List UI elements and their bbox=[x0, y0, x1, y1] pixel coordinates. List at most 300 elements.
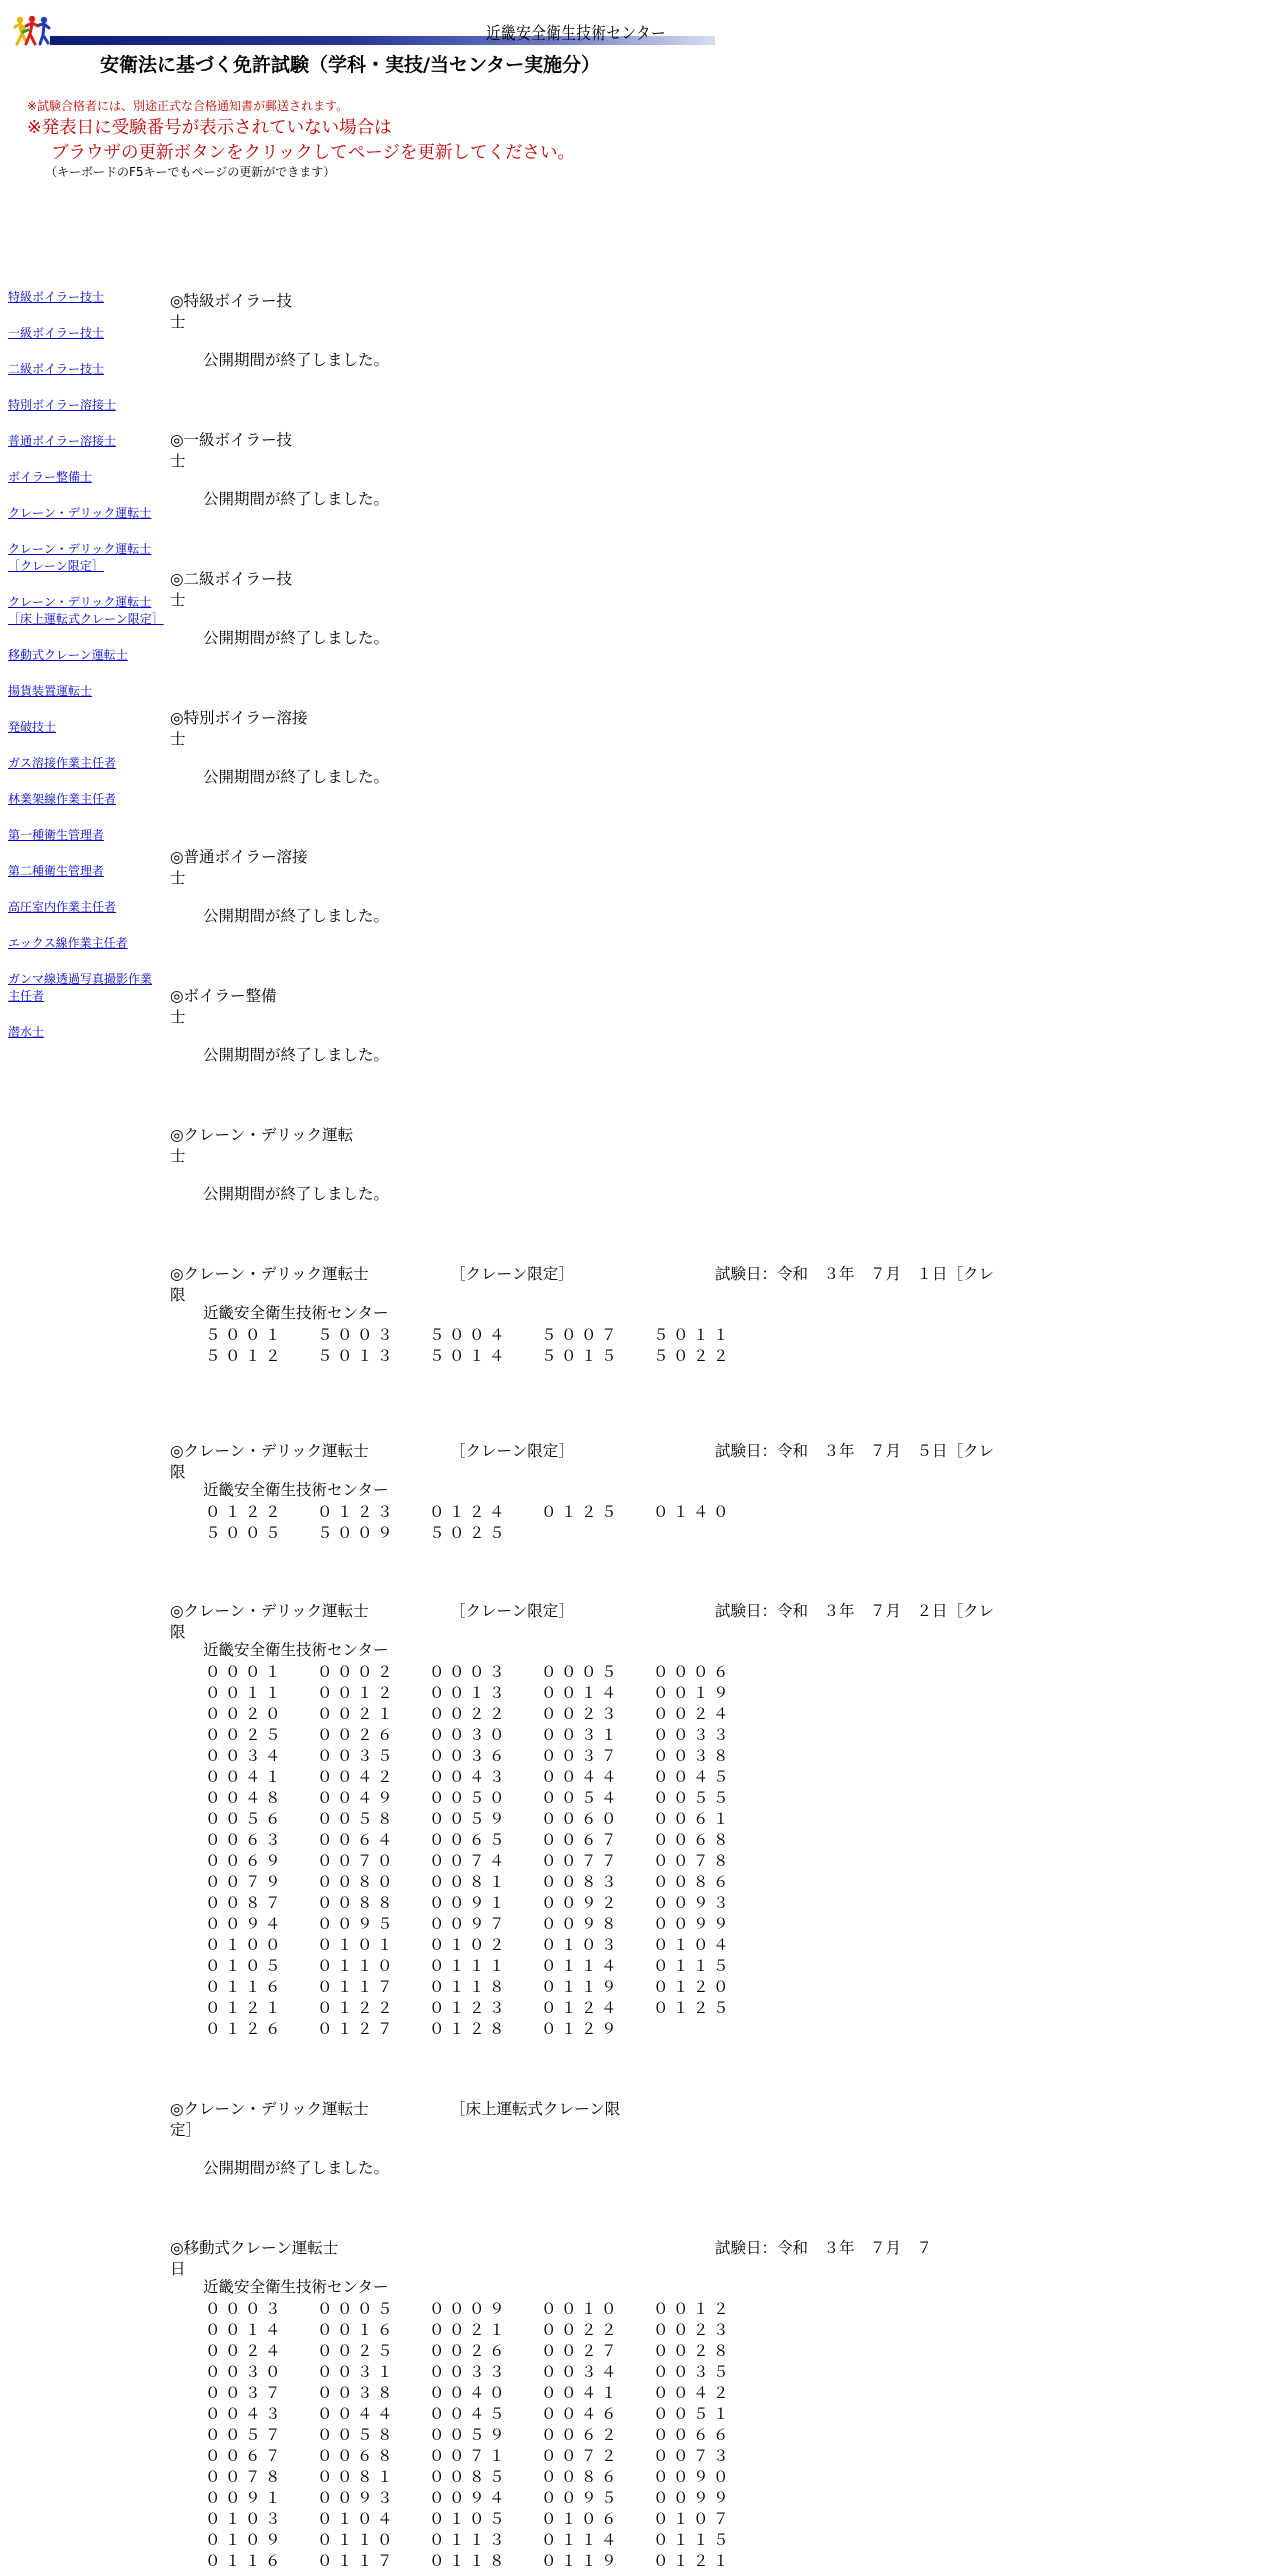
exam-number: ００２５ bbox=[317, 2342, 398, 2360]
exam-number: ０１０９ bbox=[205, 2531, 286, 2549]
exam-number: ００１１ bbox=[205, 1684, 286, 1702]
exam-number: ０１１８ bbox=[429, 1978, 510, 1996]
exam-number: ００２４ bbox=[653, 1705, 734, 1723]
exam-number: ０００６ bbox=[653, 1663, 734, 1681]
section-title-wrap: 士 bbox=[170, 452, 186, 470]
exam-number: ５０１５ bbox=[541, 1347, 622, 1365]
exam-number: ０１４０ bbox=[653, 1503, 734, 1521]
exam-number: ５００１ bbox=[205, 1326, 286, 1344]
section-title-wrap: 士 bbox=[170, 313, 186, 331]
number-row bbox=[205, 1975, 1070, 1996]
exam-number: ００７９ bbox=[205, 1873, 286, 1891]
section-title: ◎特別ボイラー溶接 bbox=[170, 709, 308, 727]
exam-number: ００４３ bbox=[429, 1768, 510, 1786]
exam-number: ００２１ bbox=[317, 1705, 398, 1723]
exam-number: ００９５ bbox=[317, 1915, 398, 1933]
section-title: ◎クレーン・デリック運転 bbox=[170, 1126, 354, 1144]
sidebar-link[interactable]: 特別ボイラー溶接士 bbox=[8, 398, 117, 412]
section-limit: ［クレーン限定］ bbox=[450, 1602, 574, 1620]
exam-number: ０００９ bbox=[429, 2300, 510, 2318]
exam-number: ００６８ bbox=[653, 1831, 734, 1849]
number-row bbox=[205, 1996, 1070, 2017]
number-row bbox=[205, 1786, 1070, 1807]
exam-number: ０１２１ bbox=[205, 1999, 286, 2017]
exam-number: ００８１ bbox=[317, 2468, 398, 2486]
section-closed-notice: 公開期間が終了しました。 bbox=[203, 2159, 390, 2177]
exam-number: ０００３ bbox=[429, 1663, 510, 1681]
exam-number: ５０２２ bbox=[653, 1347, 734, 1365]
exam-number: ５００３ bbox=[317, 1326, 398, 1344]
exam-number: ００３７ bbox=[541, 1747, 622, 1765]
number-row bbox=[205, 2507, 1070, 2528]
exam-number: ５０１１ bbox=[653, 1326, 734, 1344]
section-header bbox=[170, 706, 1070, 746]
exam-number: ０１２２ bbox=[205, 1503, 286, 1521]
exam-number: ００３５ bbox=[653, 2363, 734, 2381]
section-exam-date: 試験日：令和 ３年 ７月 ７ bbox=[715, 2239, 933, 2257]
exam-number: ００１９ bbox=[653, 1684, 734, 1702]
exam-number: ００９９ bbox=[653, 2489, 734, 2507]
exam-number: ００６０ bbox=[541, 1810, 622, 1828]
exam-number: ５０１２ bbox=[205, 1347, 286, 1365]
notice-refresh-1: ※発表日に受験番号が表示されていない場合は bbox=[27, 118, 392, 138]
sidebar-link[interactable]: ボイラー整備士 bbox=[8, 470, 93, 484]
exam-number: ００４０ bbox=[429, 2384, 510, 2402]
exam-number: ００３７ bbox=[205, 2384, 286, 2402]
section-title: ◎普通ボイラー溶接 bbox=[170, 848, 308, 866]
number-row bbox=[205, 1323, 1070, 1344]
section-header bbox=[170, 1599, 1070, 1639]
section-closed-notice: 公開期間が終了しました。 bbox=[203, 629, 390, 647]
sidebar-link[interactable]: 発破技士 bbox=[8, 720, 57, 734]
license-section bbox=[170, 1599, 1070, 2038]
section-title-wrap: 限 bbox=[170, 1463, 186, 1481]
exam-number: ００５６ bbox=[205, 1810, 286, 1828]
exam-number: ００２２ bbox=[541, 2321, 622, 2339]
exam-number: ００１４ bbox=[205, 2321, 286, 2339]
section-title: ◎クレーン・デリック運転士 bbox=[170, 1602, 369, 1620]
passing-numbers bbox=[205, 1323, 1070, 1365]
section-title: ◎一級ボイラー技 bbox=[170, 431, 293, 449]
number-row bbox=[205, 1744, 1070, 1765]
section-venue: 近畿安全衛生技術センター bbox=[203, 2278, 389, 2296]
section-title-wrap: 士 bbox=[170, 730, 186, 748]
exam-number: ５０２５ bbox=[429, 1524, 510, 1542]
license-section bbox=[170, 428, 1070, 509]
exam-number: ００６５ bbox=[429, 1831, 510, 1849]
exam-number: ００２４ bbox=[205, 2342, 286, 2360]
exam-number: ００２１ bbox=[429, 2321, 510, 2339]
sidebar-link[interactable]: 潜水士 bbox=[8, 1025, 45, 1039]
exam-number: ００７３ bbox=[653, 2447, 734, 2465]
exam-number: ０１２５ bbox=[653, 1999, 734, 2017]
exam-number: ０１２７ bbox=[317, 2020, 398, 2038]
exam-number: ００９７ bbox=[429, 1915, 510, 1933]
exam-number: ００９３ bbox=[653, 1894, 734, 1912]
section-venue: 近畿安全衛生技術センター bbox=[203, 1641, 389, 1659]
exam-number: ００３８ bbox=[317, 2384, 398, 2402]
exam-number: ００７２ bbox=[541, 2447, 622, 2465]
exam-number: ０００３ bbox=[205, 2300, 286, 2318]
passing-numbers bbox=[205, 1500, 1070, 1542]
sidebar-link[interactable]: クレーン・デリック運転士［クレーン限定］ bbox=[8, 542, 152, 573]
exam-number: ０１２５ bbox=[541, 1503, 622, 1521]
sidebar-link[interactable]: エックス線作業主任者 bbox=[8, 936, 128, 950]
exam-number: ０００５ bbox=[317, 2300, 398, 2318]
section-closed-notice: 公開期間が終了しました。 bbox=[203, 490, 390, 508]
exam-number: ０１０１ bbox=[317, 1936, 398, 1954]
number-row bbox=[205, 2360, 1070, 2381]
exam-number: ０１０７ bbox=[653, 2510, 734, 2528]
number-row bbox=[205, 1891, 1070, 1912]
exam-number: ００９８ bbox=[541, 1915, 622, 1933]
license-section bbox=[170, 1123, 1070, 1204]
exam-number: ００９２ bbox=[541, 1894, 622, 1912]
sidebar-link[interactable]: 第二種衛生管理者 bbox=[8, 864, 105, 878]
exam-number: ０１０３ bbox=[205, 2510, 286, 2528]
number-row bbox=[205, 1702, 1070, 1723]
exam-number: ００８６ bbox=[653, 1873, 734, 1891]
exam-number: ００１３ bbox=[429, 1684, 510, 1702]
notice-certificate: ※試験合格者には、別途正式な合格通知書が郵送されます。 bbox=[27, 99, 349, 113]
exam-number: ００４６ bbox=[541, 2405, 622, 2423]
section-title-wrap: 日 bbox=[170, 2260, 186, 2278]
exam-number: ００９０ bbox=[653, 2468, 734, 2486]
exam-number: ００６７ bbox=[205, 2447, 286, 2465]
section-closed-notice: 公開期間が終了しました。 bbox=[203, 907, 390, 925]
number-row bbox=[205, 1912, 1070, 1933]
section-closed-notice: 公開期間が終了しました。 bbox=[203, 768, 390, 786]
exam-number: ００５１ bbox=[653, 2405, 734, 2423]
exam-number: ５００７ bbox=[541, 1326, 622, 1344]
sidebar-link[interactable]: 高圧室内作業主任者 bbox=[8, 900, 117, 914]
exam-number: ００６３ bbox=[205, 1831, 286, 1849]
number-row bbox=[205, 2339, 1070, 2360]
exam-number: ０１１６ bbox=[205, 1978, 286, 1996]
number-row bbox=[205, 1933, 1070, 1954]
exam-number: ００２０ bbox=[205, 1705, 286, 1723]
section-venue: 近畿安全衛生技術センター bbox=[203, 1304, 389, 1322]
notice-refresh-2: ブラウザの更新ボタンをクリックしてページを更新してください。 bbox=[51, 143, 575, 163]
exam-number: ００５９ bbox=[429, 1810, 510, 1828]
exam-number: ００３４ bbox=[541, 2363, 622, 2381]
sidebar-link[interactable]: 特級ボイラー技士 bbox=[8, 290, 105, 304]
section-header bbox=[170, 1439, 1070, 1479]
number-row bbox=[205, 2318, 1070, 2339]
sidebar-link[interactable]: 移動式クレーン運転士 bbox=[8, 648, 128, 662]
exam-number: ０１１４ bbox=[541, 2531, 622, 2549]
sidebar-link[interactable]: 第一種衛生管理者 bbox=[8, 828, 105, 842]
section-title-wrap: 士 bbox=[170, 591, 186, 609]
exam-number: ００５７ bbox=[205, 2426, 286, 2444]
exam-number: ００７７ bbox=[541, 1852, 622, 1870]
sidebar-link[interactable]: 一級ボイラー技士 bbox=[8, 326, 105, 340]
exam-number: ００８３ bbox=[541, 1873, 622, 1891]
section-title-wrap: 士 bbox=[170, 869, 186, 887]
number-row bbox=[205, 2486, 1070, 2507]
section-header bbox=[170, 1262, 1070, 1302]
sidebar-link[interactable]: 林業架線作業主任者 bbox=[8, 792, 117, 806]
exam-number: ００５９ bbox=[429, 2426, 510, 2444]
exam-number: ０１２９ bbox=[541, 2020, 622, 2038]
number-row bbox=[205, 1500, 1070, 1521]
section-title: ◎ボイラー整備 bbox=[170, 987, 277, 1005]
section-closed-notice: 公開期間が終了しました。 bbox=[203, 1046, 390, 1064]
exam-number: ００４３ bbox=[205, 2405, 286, 2423]
section-header bbox=[170, 2097, 1070, 2137]
exam-number: ０１１１ bbox=[429, 1957, 510, 1975]
exam-number: ０１１５ bbox=[653, 2531, 734, 2549]
exam-number: ００４４ bbox=[317, 2405, 398, 2423]
section-limit: ［クレーン限定］ bbox=[450, 1265, 574, 1283]
exam-number: ０００５ bbox=[541, 1663, 622, 1681]
exam-number: ００３８ bbox=[653, 1747, 734, 1765]
section-header bbox=[170, 428, 1070, 468]
notice-f5: （キーボードのF5キーでもページの更新ができます） bbox=[45, 165, 336, 179]
exam-number: ００９１ bbox=[205, 2489, 286, 2507]
exam-number: ０１０６ bbox=[541, 2510, 622, 2528]
exam-number: ００４８ bbox=[205, 1789, 286, 1807]
section-header bbox=[170, 984, 1070, 1024]
number-row bbox=[205, 1807, 1070, 1828]
exam-number: ０１００ bbox=[205, 1936, 286, 1954]
exam-number: ００４９ bbox=[317, 1789, 398, 1807]
exam-number: ０１０５ bbox=[429, 2510, 510, 2528]
exam-number: ００５５ bbox=[653, 1789, 734, 1807]
section-title: ◎二級ボイラー技 bbox=[170, 570, 293, 588]
exam-number: ００３３ bbox=[429, 2363, 510, 2381]
exam-number: ００６８ bbox=[317, 2447, 398, 2465]
exam-number: ００９９ bbox=[653, 1915, 734, 1933]
exam-number: ００４５ bbox=[429, 2405, 510, 2423]
exam-number: ００９１ bbox=[429, 1894, 510, 1912]
exam-number: ００３０ bbox=[429, 1726, 510, 1744]
number-row bbox=[205, 2017, 1070, 2038]
exam-number: ０１２０ bbox=[653, 1978, 734, 1996]
number-row bbox=[205, 2528, 1070, 2549]
exam-number: ００７８ bbox=[205, 2468, 286, 2486]
exam-number: ０００２ bbox=[317, 1663, 398, 1681]
license-section bbox=[170, 845, 1070, 926]
exam-number: ０１１０ bbox=[317, 1957, 398, 1975]
sidebar-link[interactable]: クレーン・デリック運転士［床上運転式クレーン限定］ bbox=[8, 595, 164, 626]
exam-number: ００３６ bbox=[429, 1747, 510, 1765]
sidebar-nav bbox=[8, 289, 164, 1060]
exam-number: ０１０４ bbox=[653, 1936, 734, 1954]
section-closed-notice: 公開期間が終了しました。 bbox=[203, 1185, 390, 1203]
section-title: ◎クレーン・デリック運転士 bbox=[170, 1442, 369, 1460]
section-header bbox=[170, 289, 1070, 329]
section-title: ◎クレーン・デリック運転士 bbox=[170, 1265, 369, 1283]
number-row bbox=[205, 1681, 1070, 1702]
license-section bbox=[170, 289, 1070, 370]
number-row bbox=[205, 1828, 1070, 1849]
exam-number: ０１２４ bbox=[429, 1503, 510, 1521]
number-row bbox=[205, 1849, 1070, 1870]
exam-number: ００２２ bbox=[429, 1705, 510, 1723]
exam-number: ００２６ bbox=[429, 2342, 510, 2360]
exam-number: ０１１７ bbox=[317, 1978, 398, 1996]
number-row bbox=[205, 1344, 1070, 1365]
exam-number: ５００４ bbox=[429, 1326, 510, 1344]
exam-number: ５０１３ bbox=[317, 1347, 398, 1365]
section-title-wrap: 士 bbox=[170, 1147, 186, 1165]
section-header bbox=[170, 2236, 1070, 2276]
number-row bbox=[205, 1870, 1070, 1891]
section-title-wrap: 限 bbox=[170, 1623, 186, 1641]
exam-number: ００９５ bbox=[541, 2489, 622, 2507]
number-row bbox=[205, 2381, 1070, 2402]
page-header bbox=[0, 0, 1284, 200]
number-row bbox=[205, 2444, 1070, 2465]
exam-number: ５００９ bbox=[317, 1524, 398, 1542]
exam-number: ００２６ bbox=[317, 1726, 398, 1744]
exam-number: ０１２６ bbox=[205, 2020, 286, 2038]
exam-number: ００１２ bbox=[653, 2300, 734, 2318]
exam-number: ００４１ bbox=[205, 1768, 286, 1786]
section-title-wrap: 士 bbox=[170, 1008, 186, 1026]
exam-number: ０１１０ bbox=[317, 2531, 398, 2549]
exam-number: ００１２ bbox=[317, 1684, 398, 1702]
exam-number: ５００５ bbox=[205, 1524, 286, 1542]
license-section bbox=[170, 2236, 1070, 2570]
section-header bbox=[170, 1123, 1070, 1163]
exam-number: ００３１ bbox=[317, 2363, 398, 2381]
exam-number: ００６４ bbox=[317, 1831, 398, 1849]
exam-number: ００７０ bbox=[317, 1852, 398, 1870]
exam-number: ００５４ bbox=[541, 1789, 622, 1807]
license-section bbox=[170, 984, 1070, 1065]
exam-number: ０１２８ bbox=[429, 2020, 510, 2038]
number-row bbox=[205, 2549, 1070, 2570]
section-exam-date: 試験日：令和 ３年 ７月 ２日［クレ bbox=[715, 1602, 995, 1620]
exam-number: ００５８ bbox=[317, 2426, 398, 2444]
sidebar-link[interactable]: ガス溶接作業主任者 bbox=[8, 756, 117, 770]
exam-number: ０１１９ bbox=[541, 2552, 622, 2570]
section-venue: 近畿安全衛生技術センター bbox=[203, 1481, 389, 1499]
exam-number: ００９４ bbox=[429, 2489, 510, 2507]
exam-number: ０１０３ bbox=[541, 1936, 622, 1954]
number-row bbox=[205, 2423, 1070, 2444]
exam-number: ００８５ bbox=[429, 2468, 510, 2486]
exam-number: ００４２ bbox=[653, 2384, 734, 2402]
section-title: ◎特級ボイラー技 bbox=[170, 292, 293, 310]
exam-number: ００３０ bbox=[205, 2363, 286, 2381]
exam-number: ０１０５ bbox=[205, 1957, 286, 1975]
exam-number: ０１２３ bbox=[317, 1503, 398, 1521]
exam-number: ０１１６ bbox=[205, 2552, 286, 2570]
license-section bbox=[170, 1262, 1070, 1365]
section-header bbox=[170, 567, 1070, 607]
exam-number: ００３３ bbox=[653, 1726, 734, 1744]
number-row bbox=[205, 2465, 1070, 2486]
section-closed-notice: 公開期間が終了しました。 bbox=[203, 351, 390, 369]
number-row bbox=[205, 1723, 1070, 1744]
exam-number: ０１２３ bbox=[429, 1999, 510, 2017]
exam-number: ０１０２ bbox=[429, 1936, 510, 1954]
number-row bbox=[205, 2297, 1070, 2318]
exam-number: ０００１ bbox=[205, 1663, 286, 1681]
exam-number: ０１２４ bbox=[541, 1999, 622, 2017]
number-row bbox=[205, 1954, 1070, 1975]
exam-number: ００２７ bbox=[541, 2342, 622, 2360]
exam-number: ００４１ bbox=[541, 2384, 622, 2402]
section-title: ◎クレーン・デリック運転士 bbox=[170, 2100, 369, 2118]
exam-number: ００５８ bbox=[317, 1810, 398, 1828]
sidebar-link[interactable]: 普通ボイラー溶接士 bbox=[8, 434, 117, 448]
exam-number: ００９３ bbox=[317, 2489, 398, 2507]
exam-number: ０１１５ bbox=[653, 1957, 734, 1975]
exam-number: ０１０４ bbox=[317, 2510, 398, 2528]
exam-number: ００８７ bbox=[205, 1894, 286, 1912]
license-section bbox=[170, 706, 1070, 787]
exam-number: ０１１３ bbox=[429, 2531, 510, 2549]
license-section bbox=[170, 2097, 1070, 2178]
number-row bbox=[205, 1765, 1070, 1786]
exam-number: ００７１ bbox=[429, 2447, 510, 2465]
exam-number: ００２３ bbox=[653, 2321, 734, 2339]
exam-number: ００２８ bbox=[653, 2342, 734, 2360]
exam-number: ００６７ bbox=[541, 1831, 622, 1849]
exam-number: ００３５ bbox=[317, 1747, 398, 1765]
sidebar-link[interactable]: 揚貨装置運転士 bbox=[8, 684, 93, 698]
exam-number: ０１１４ bbox=[541, 1957, 622, 1975]
section-title-wrap: 限 bbox=[170, 1286, 186, 1304]
exam-number: ００３１ bbox=[541, 1726, 622, 1744]
sidebar-link[interactable]: ガンマ線透過写真撮影作業主任者 bbox=[8, 972, 153, 1003]
people-logo-icon bbox=[12, 14, 52, 46]
exam-number: ００６９ bbox=[205, 1852, 286, 1870]
license-section bbox=[170, 567, 1070, 648]
section-limit: ［床上運転式クレーン限 bbox=[450, 2100, 621, 2118]
exam-number: ０１１９ bbox=[541, 1978, 622, 1996]
exam-number: ５０１４ bbox=[429, 1347, 510, 1365]
section-header bbox=[170, 845, 1070, 885]
center-name: 近畿安全衛生技術センター bbox=[486, 24, 667, 44]
license-section bbox=[170, 1439, 1070, 1542]
sidebar-link[interactable]: クレーン・デリック運転士 bbox=[8, 506, 152, 520]
sidebar-link[interactable]: 二級ボイラー技士 bbox=[8, 362, 105, 376]
exam-number: ００２３ bbox=[541, 1705, 622, 1723]
exam-number: ０１２１ bbox=[653, 2552, 734, 2570]
exam-number: ００４２ bbox=[317, 1768, 398, 1786]
exam-number: ０１１７ bbox=[317, 2552, 398, 2570]
exam-number: ００１０ bbox=[541, 2300, 622, 2318]
exam-number: ００８１ bbox=[429, 1873, 510, 1891]
number-row bbox=[205, 2402, 1070, 2423]
section-title: ◎移動式クレーン運転士 bbox=[170, 2239, 339, 2257]
exam-number: ００２５ bbox=[205, 1726, 286, 1744]
exam-number: ００６２ bbox=[541, 2426, 622, 2444]
exam-number: ００７４ bbox=[429, 1852, 510, 1870]
exam-number: ００８０ bbox=[317, 1873, 398, 1891]
passing-numbers bbox=[205, 2297, 1070, 2570]
exam-number: ００１６ bbox=[317, 2321, 398, 2339]
exam-number: ００８８ bbox=[317, 1894, 398, 1912]
passing-numbers bbox=[205, 1660, 1070, 2038]
section-exam-date: 試験日：令和 ３年 ７月 １日［クレ bbox=[715, 1265, 995, 1283]
exam-number: ０１２２ bbox=[317, 1999, 398, 2017]
section-limit: ［クレーン限定］ bbox=[450, 1442, 574, 1460]
exam-number: ００６１ bbox=[653, 1810, 734, 1828]
exam-number: ００７８ bbox=[653, 1852, 734, 1870]
number-row bbox=[205, 1660, 1070, 1681]
exam-number: ００４５ bbox=[653, 1768, 734, 1786]
exam-number: ００４４ bbox=[541, 1768, 622, 1786]
number-row bbox=[205, 1521, 1070, 1542]
section-title-wrap: 定］ bbox=[170, 2121, 202, 2139]
page-title: 安衛法に基づく免許試験（学科・実技/当センター実施分） bbox=[100, 54, 601, 76]
